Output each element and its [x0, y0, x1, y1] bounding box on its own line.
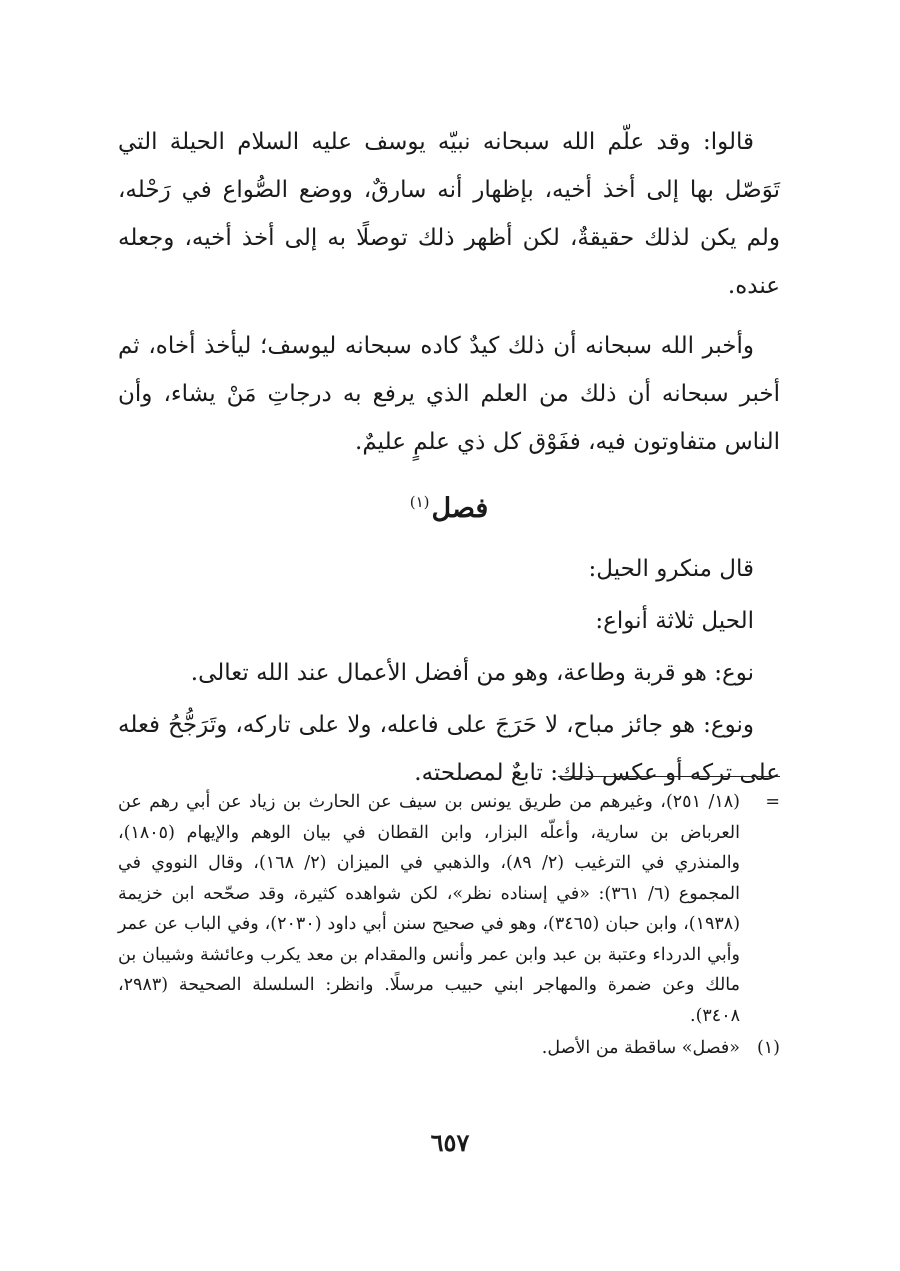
footnote-text: (١٨/ ٢٥١)، وغيرهم من طريق يونس بن سيف عن الحارث بن زياد عن أبي رهم عن العرباض بن سارية، وأعلّه البزار، وابن القطان في بيان الوهم والإيهام (١٨٠٥)، والمنذري في الترغيب (٢/ ٨٩)، والذهبي في الميزان (٢/ ١٦٨)، وقال النووي في المجموع (٦/ ٣٦١): «في إسناده نظر»، لكن شواهده كثيرة، وقد صحّحه ابن خزيمة (١٩٣٨)، وابن حبان (٣٤٦٥)، وهو في صحيح سنن أبي داود (٢٠٣٠)، وفي الباب عن عمر وأبي الدرداء وعتبة بن عبد وابن عمر وأنس والمقدام بن معد يكرب وعائشة وشيبان بن مالك وعن ضمرة والمهاجر ابني حبيب مرسلًا. وانظر: السلسلة الصحيحة (٢٩٨٣، ٣٤٠٨).	[118, 792, 741, 1026]
line-3: نوع: هو قربة وطاعة، وهو من أفضل الأعمال عند الله تعالى.	[190, 660, 754, 686]
footnote-divider	[558, 776, 780, 777]
paragraph-3: ونوع: هو جائز مباح، لا حَرَجَ على فاعله، ولا على تاركه، وتَرَجُّحُ فعله على تركه أو عكس ذلك: تابعٌ لمصلحته.	[118, 712, 780, 786]
paragraph-1: قالوا: وقد علّم الله سبحانه نبيّه يوسف عليه السلام الحيلة التي تَوَصّل بها إلى أخذ أخيه، بإظهار أنه سارقٌ، ووضع الصُّواع في رَحْله، ولم يكن لذلك حقيقةٌ، لكن أظهر ذلك توصلًا به إلى أخذ أخيه، وجعله عنده.	[118, 129, 780, 299]
section-heading-note-ref: (١)	[409, 493, 430, 511]
main-text	[118, 118, 780, 801]
line-2: الحيل ثلاثة أنواع:	[595, 608, 754, 634]
page-number: ٦٥٧	[430, 1128, 470, 1157]
footnote-continuation	[118, 787, 780, 1031]
footnote-text: «فصل» ساقطة من الأصل.	[541, 1038, 740, 1058]
footnotes	[118, 776, 780, 1064]
footnote-marker: =	[765, 792, 780, 812]
footnote-1	[118, 1033, 780, 1064]
footnote-marker: (١)	[756, 1038, 780, 1058]
paragraph-2: وأخبر الله سبحانه أن ذلك كيدٌ كاده سبحانه ليوسف؛ ليأخذ أخاه، ثم أخبر سبحانه أن ذلك من العلم الذي يرفع به درجاتِ مَنْ يشاء، وأن الناس متفاوتون فيه، ففَوْق كل ذي علمٍ عليمٌ.	[118, 333, 780, 455]
section-heading-text: فصل	[431, 493, 489, 524]
section-heading	[118, 480, 780, 531]
line-1: قال منكرو الحيل:	[588, 556, 754, 582]
